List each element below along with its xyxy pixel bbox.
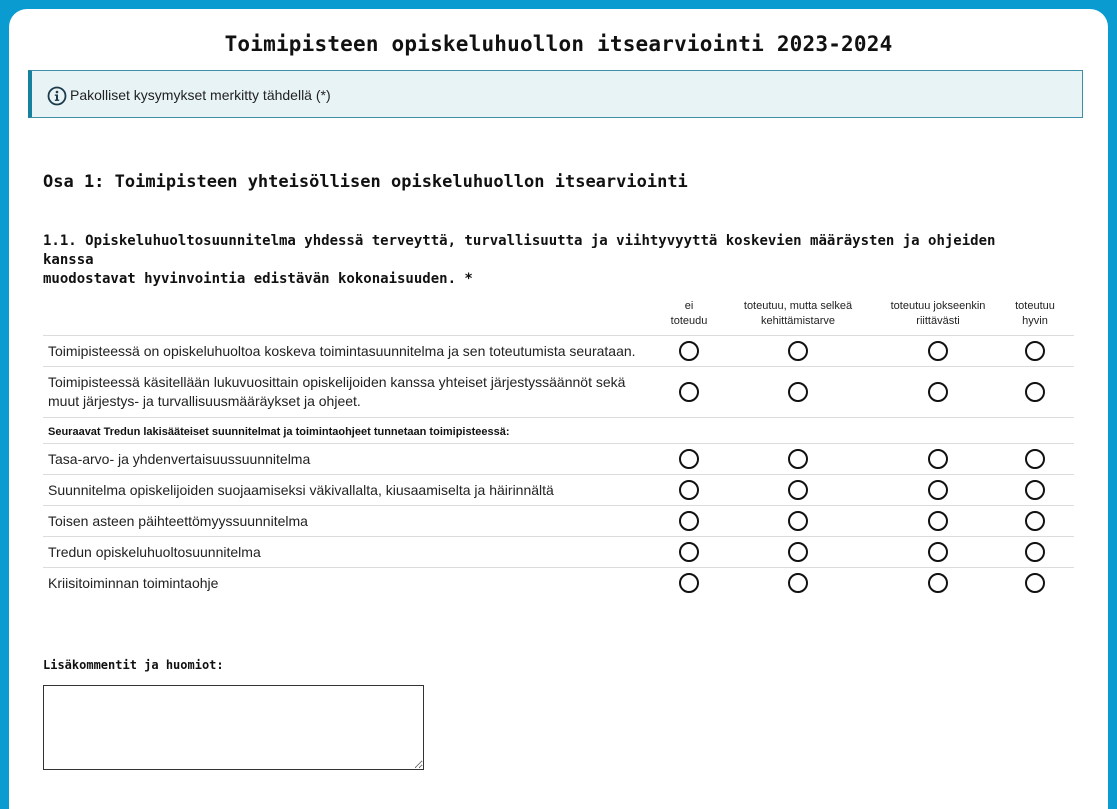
question-line-1: 1.1. Opiskeluhuoltosuunnitelma yhdessä terveyttä, turvallisuutta ja viihtyvyyttä koskevien määräysten ja ohjeiden kanssa <box>43 233 996 268</box>
table-row <box>43 443 1074 474</box>
radio-riittavasti[interactable] <box>928 449 948 469</box>
row-label: Toimipisteessä käsitellään lukuvuosittain opiskelijoiden kanssa yhteiset järjestyssäännöt sekä muut järjestys- ja turvallisuusmääräykset ja ohjeet. <box>48 374 626 409</box>
radio-riittavasti[interactable] <box>928 511 948 531</box>
radio-kehittamistarve[interactable] <box>788 573 808 593</box>
radio-riittavasti[interactable] <box>928 341 948 361</box>
table-row <box>43 567 1074 598</box>
survey-card <box>9 9 1108 809</box>
radio-ei-toteudu[interactable] <box>679 573 699 593</box>
column-header-riittavasti: toteutuu jokseenkin riittävästi <box>890 300 986 327</box>
radio-ei-toteudu[interactable] <box>679 511 699 531</box>
radio-hyvin[interactable] <box>1025 511 1045 531</box>
info-icon <box>47 86 67 106</box>
radio-riittavasti[interactable] <box>928 382 948 402</box>
comments-textarea[interactable] <box>43 685 424 770</box>
required-notice <box>28 70 1083 118</box>
row-label: Toisen asteen päihteettömyyssuunnitelma <box>48 513 308 529</box>
notice-text: Pakolliset kysymykset merkitty tähdellä (*) <box>70 87 331 103</box>
radio-hyvin[interactable] <box>1025 480 1045 500</box>
row-label: Suunnitelma opiskelijoiden suojaamiseksi väkivallalta, kiusaamiselta ja häirinnältä <box>48 482 554 498</box>
radio-kehittamistarve[interactable] <box>788 382 808 402</box>
subheader-label: Seuraavat Tredun lakisääteiset suunnitelmat ja toimintaohjeet tunnetaan toimipisteessä: <box>48 426 510 438</box>
radio-ei-toteudu[interactable] <box>679 449 699 469</box>
column-header-kehittamistarve: toteutuu, mutta selkeä kehittämistarve <box>743 300 853 327</box>
radio-hyvin[interactable] <box>1025 341 1045 361</box>
column-header-ei-toteudu: ei toteudu <box>670 300 708 327</box>
radio-ei-toteudu[interactable] <box>679 480 699 500</box>
column-header-hyvin: toteutuu hyvin <box>1015 300 1055 327</box>
radio-riittavasti[interactable] <box>928 573 948 593</box>
table-row <box>43 505 1074 536</box>
comments-label: Lisäkommentit ja huomiot: <box>43 658 224 672</box>
table-row <box>43 335 1074 366</box>
radio-kehittamistarve[interactable] <box>788 511 808 531</box>
row-label: Kriisitoiminnan toimintaohje <box>48 575 219 591</box>
radio-hyvin[interactable] <box>1025 542 1045 562</box>
page-title: Toimipisteen opiskeluhuollon itsearviointi 2023-2024 <box>224 32 893 56</box>
radio-riittavasti[interactable] <box>928 480 948 500</box>
radio-kehittamistarve[interactable] <box>788 480 808 500</box>
table-row <box>43 366 1074 417</box>
radio-hyvin[interactable] <box>1025 382 1045 402</box>
radio-kehittamistarve[interactable] <box>788 341 808 361</box>
question-line-2: muodostavat hyvinvointia edistävän kokonaisuuden. * <box>43 271 473 287</box>
table-row <box>43 536 1074 567</box>
radio-hyvin[interactable] <box>1025 449 1045 469</box>
table-subheader-row <box>43 417 1074 443</box>
likert-grid <box>43 335 1074 598</box>
radio-ei-toteudu[interactable] <box>679 341 699 361</box>
radio-riittavasti[interactable] <box>928 542 948 562</box>
radio-ei-toteudu[interactable] <box>679 542 699 562</box>
radio-ei-toteudu[interactable] <box>679 382 699 402</box>
row-label: Tredun opiskeluhuoltosuunnitelma <box>48 544 261 560</box>
radio-hyvin[interactable] <box>1025 573 1045 593</box>
section-title: Osa 1: Toimipisteen yhteisöllisen opiskeluhuollon itsearviointi <box>43 172 688 192</box>
row-label: Toimipisteessä on opiskeluhuoltoa koskeva toimintasuunnitelma ja sen toteutumista seurataan. <box>48 343 636 359</box>
radio-kehittamistarve[interactable] <box>788 449 808 469</box>
table-row <box>43 474 1074 505</box>
question-title <box>43 232 1043 289</box>
row-label: Tasa-arvo- ja yhdenvertaisuussuunnitelma <box>48 451 311 467</box>
radio-kehittamistarve[interactable] <box>788 542 808 562</box>
